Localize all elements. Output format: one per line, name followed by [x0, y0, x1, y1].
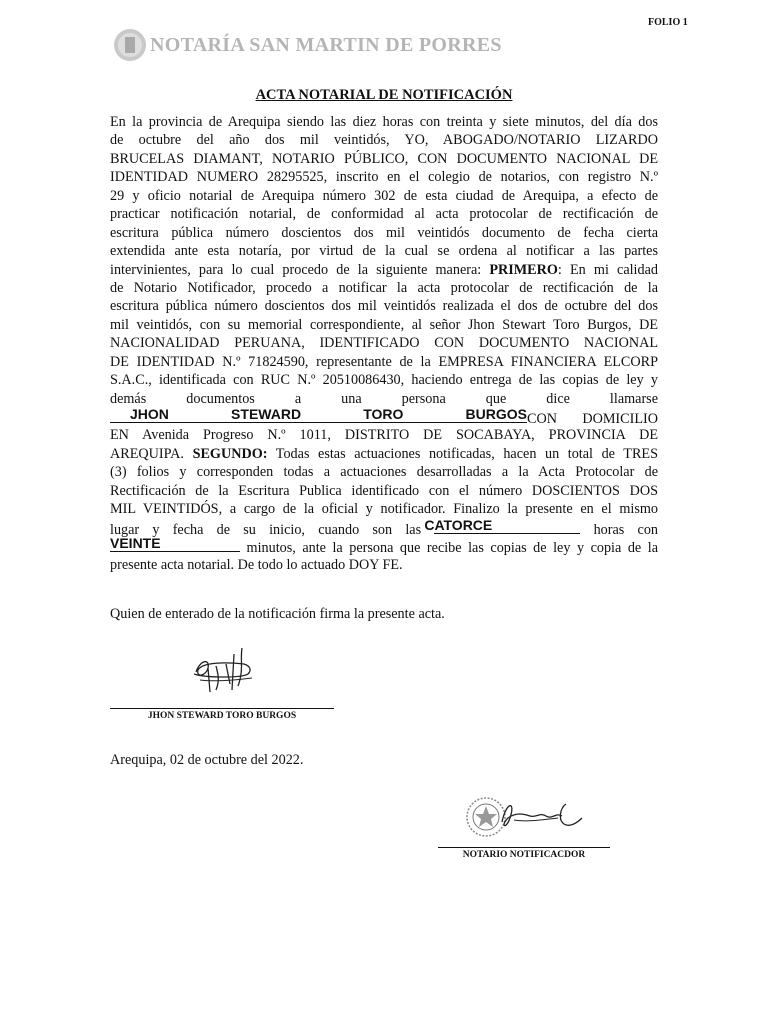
name-fill-line [110, 408, 527, 423]
filled-hours: CATORCE [424, 516, 493, 533]
body-line: de octubre del año dos mil veintidós, YO, ABOGADO/NOTARIO LIZARDO [110, 132, 658, 149]
filled-name: JHON STEWARD TORO BURGOS [130, 406, 527, 422]
body-line: escritura pública número doscientos dos mil veintidós realizada el dos de octubre del dos [110, 298, 658, 315]
body-line: (3) folios y corresponden todas a actuaciones desarrolladas a la Acta Protocolar de [110, 464, 658, 481]
recipient-signature [186, 640, 266, 700]
body-line: MIL VEINTIDÓS, a cargo de la oficial y notificador. Finalizo la presente en el mismo [110, 501, 658, 518]
body-text: horas con [593, 521, 659, 538]
body-line: Rectificación de la Escritura Publica identificado con el número DOSCIENTOS DOS [110, 482, 658, 499]
body-line: de Notario Notificador, procedo a notificar la acta protocolar de rectificación de la [110, 279, 658, 296]
body-text: : En mi calidad [557, 261, 658, 278]
document-title-wrap [0, 86, 768, 104]
body-text: Todas estas actuaciones notificadas, hacen un total de TRES [267, 445, 658, 462]
notary-signature-line [438, 847, 610, 848]
document-title: ACTA NOTARIAL DE NOTIFICACIÓN [255, 87, 513, 103]
notary-label: NOTARIO NOTIFICACDOR [462, 850, 586, 860]
closing-statement: Quien de enterado de la notificación firma la presente acta. [110, 606, 445, 622]
place-date: Arequipa, 02 de octubre del 2022. [110, 752, 304, 768]
body-line: 29 y oficio notarial de Arequipa número 302 de esta ciudad de Arequipa, a efecto de [110, 187, 658, 204]
body-line [110, 261, 658, 279]
hours-fill-line [424, 516, 580, 534]
body-text: intervinientes, para lo cual procedo de la siguiente manera: [110, 261, 490, 278]
segundo-label: SEGUNDO: [192, 445, 268, 462]
minutes-fill-line [110, 537, 240, 552]
folio-number: FOLIO 1 [648, 17, 688, 28]
body-line [110, 516, 659, 538]
document-body [110, 113, 658, 574]
body-line: BRUCELAS DIAMANT, NOTARIO PÚBLICO, CON DOCUMENTO NACIONAL DE [110, 150, 658, 167]
body-line: En la provincia de Arequipa siendo las diez horas con treinta y siete minutos, del día dos [110, 114, 658, 130]
body-line [110, 408, 658, 426]
body-line: DE IDENTIDAD N.º 71824590, representante de la EMPRESA FINANCIERA ELCORP [110, 353, 658, 370]
body-line: extendida ante esta notaría, por virtud de la cual se ordena al notificar a las partes [110, 243, 658, 260]
body-line: IDENTIDAD NUMERO 28295525, inscrito en el colegio de notarios, con registro N.º [110, 169, 658, 186]
notary-signature [496, 792, 586, 840]
notary-seal-icon [112, 27, 148, 63]
body-line: presente acta notarial. De todo lo actuado DOY FE. [110, 556, 403, 573]
body-text: minutos, ante la persona que recibe las copias de ley y copia de la [240, 540, 658, 557]
body-text: lugar y fecha de su inicio, cuando son las [110, 521, 422, 538]
body-text: CON DOMICILIO [527, 411, 658, 427]
body-text: AREQUIPA. [110, 445, 193, 462]
body-line: EN Avenida Progreso N.º 1011, DISTRITO DE SOCABAYA, PROVINCIA DE [110, 427, 658, 444]
body-line: practicar notificación notarial, de conformidad al acta protocolar de rectificación de [110, 206, 658, 223]
body-line: NACIONALIDAD PERUANA, IDENTIFICADO CON DOCUMENTO NACIONAL [110, 335, 658, 352]
recipient-name: JHON STEWARD TORO BURGOS [147, 711, 297, 721]
body-line: S.A.C., identificada con RUC N.º 20510086430, haciendo entrega de las copias de ley y [110, 372, 658, 389]
filled-minutes: VEINTE [110, 535, 161, 552]
recipient-signature-line [110, 708, 334, 709]
body-line: demás documentos a una persona que dice llamarse [110, 390, 658, 407]
body-line: escritura pública número doscientos dos mil veintidós documento de fecha cierta [110, 224, 658, 241]
primero-label: PRIMERO [489, 261, 558, 278]
body-line [110, 537, 658, 555]
notary-logo [112, 27, 502, 63]
body-line: mil veintidós, con su memorial correspondiente, al señor Jhon Stewart Toro Burgos, DE [110, 316, 658, 333]
body-line [110, 445, 658, 463]
logo-text: NOTARÍA SAN MARTIN DE PORRES [150, 33, 502, 56]
